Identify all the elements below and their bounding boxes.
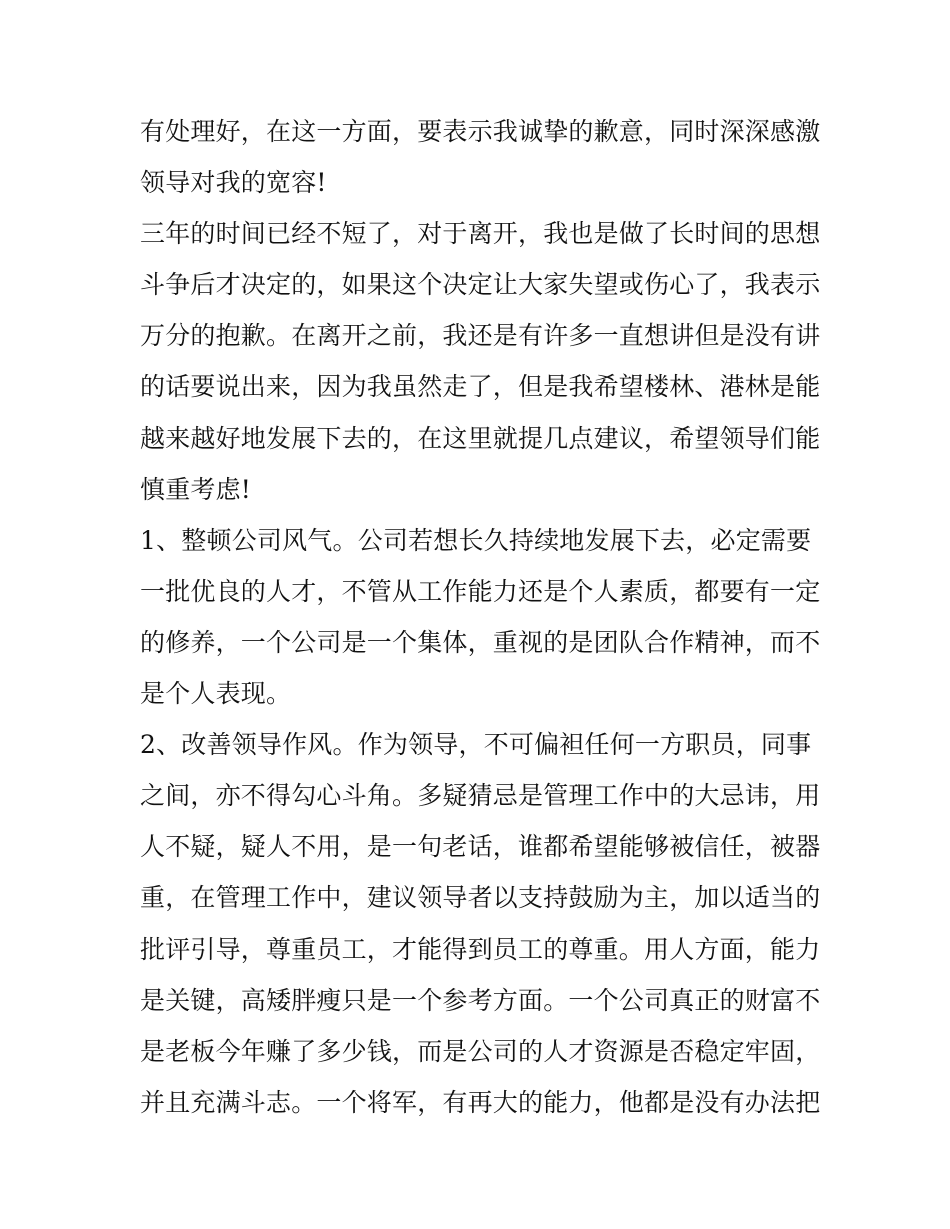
text-line: 越来越好地发展下去的，在这里就提几点建议，希望领导们能	[140, 423, 821, 453]
body-text	[140, 106, 820, 1128]
text-line: 万分的抱歉。在离开之前，我还是有许多一直想讲但是没有讲	[140, 321, 821, 351]
text-line: 是老板今年赚了多少钱，而是公司的人才资源是否稳定牢固，	[140, 1036, 821, 1066]
text-line: 的话要说出来，因为我虽然走了，但是我希望楼林、港林是能	[140, 372, 821, 402]
text-line: 的修养，一个公司是一个集体，重视的是团队合作精神，而不	[140, 627, 821, 657]
text-line: 三年的时间已经不短了，对于离开，我也是做了长时间的思想	[140, 219, 821, 249]
text-line: 人不疑，疑人不用，是一句老话，谁都希望能够被信任，被器	[140, 832, 821, 862]
text-line: 批评引导，尊重员工，才能得到员工的尊重。用人方面，能力	[140, 934, 821, 964]
text-line: 是关键，高矮胖瘦只是一个参考方面。一个公司真正的财富不	[140, 985, 821, 1015]
text-line: 之间，亦不得勾心斗角。多疑猜忌是管理工作中的大忌讳，用	[140, 781, 821, 811]
text-line: 慎重考虑!	[140, 474, 252, 504]
text-line: 并且充满斗志。一个将军，有再大的能力，他都是没有办法把	[140, 1087, 821, 1117]
text-line: 领导对我的宽容!	[140, 168, 327, 198]
text-line: 重，在管理工作中，建议领导者以支持鼓励为主，加以适当的	[140, 883, 821, 913]
text-line: 斗争后才决定的，如果这个决定让大家失望或伤心了，我表示	[140, 270, 821, 300]
text-line: 1、整顿公司风气。公司若想长久持续地发展下去，必定需要	[140, 525, 812, 555]
text-line: 是个人表现。	[140, 679, 292, 709]
text-line: 2、改善领导作风。作为领导，不可偏袒任何一方职员，同事	[140, 730, 812, 760]
text-line: 一批优良的人才，不管从工作能力还是个人素质，都要有一定	[140, 576, 821, 606]
text-line: 有处理好，在这一方面，要表示我诚挚的歉意，同时深深感激	[140, 117, 821, 146]
